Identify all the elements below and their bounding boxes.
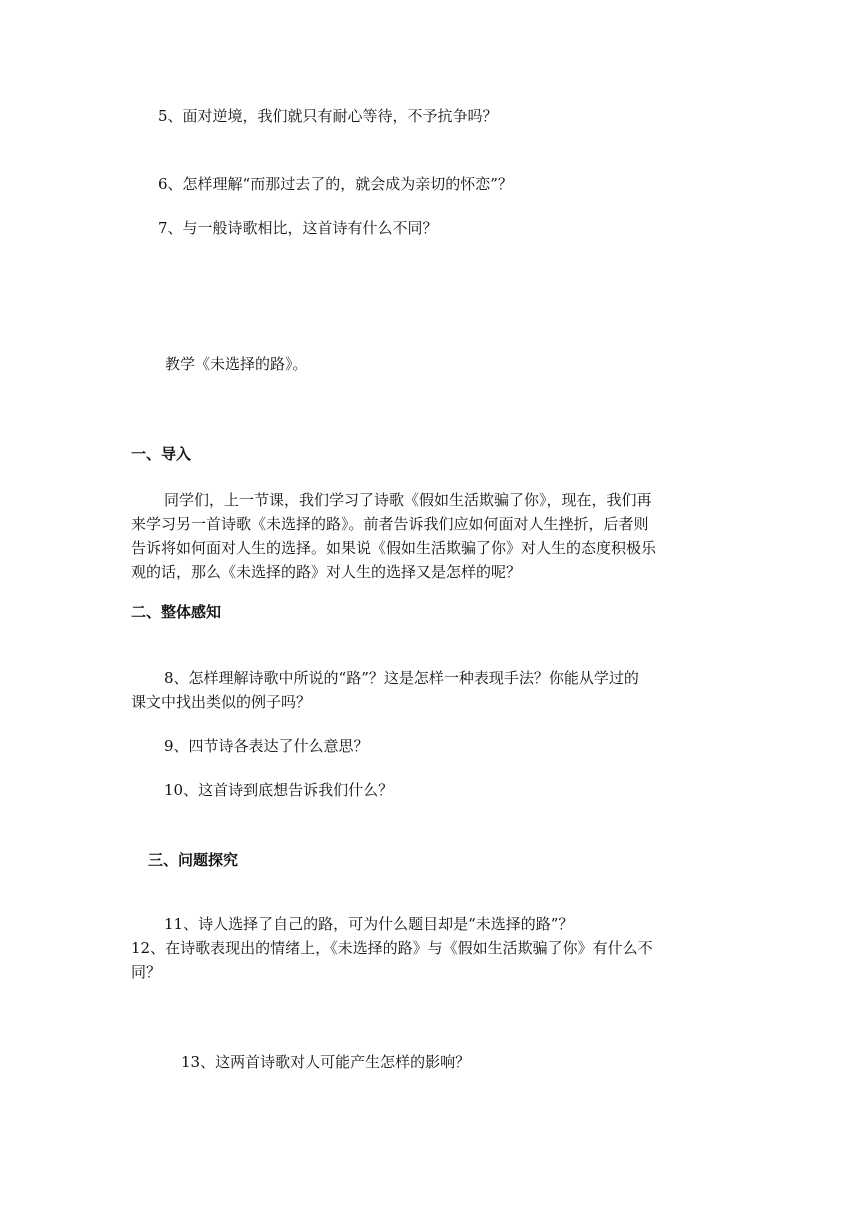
- section-heading-intro: 一、导入: [131, 445, 192, 463]
- question-8-line-2: 课文中找出类似的例子吗？: [131, 693, 312, 711]
- intro-paragraph-line-1: 同学们，上一节课，我们学习了诗歌《假如生活欺骗了你》，现在，我们再: [164, 491, 652, 509]
- intro-paragraph-line-4: 观的话，那么《未选择的路》对人生的选择又是怎样的呢？: [131, 563, 522, 581]
- question-6: 6、怎样理解“而那过去了的，就会成为亲切的怀恋”？: [158, 175, 513, 193]
- question-8-line-1: 8、怎样理解诗歌中所说的“路”？这是怎样一种表现手法？你能从学过的: [164, 669, 639, 687]
- intro-paragraph-line-3: 告诉将如何面对人生的选择。如果说《假如生活欺骗了你》对人生的态度积极乐: [131, 539, 657, 557]
- question-13: 13、这两首诗歌对人可能产生怎样的影响？: [181, 1053, 471, 1071]
- question-9: 9、四节诗各表达了什么意思？: [164, 737, 369, 755]
- question-12-line-2: 同？: [131, 963, 162, 981]
- question-12-line-1: 12、在诗歌表现出的情绪上，《未选择的路》与《假如生活欺骗了你》有什么不: [131, 939, 653, 957]
- question-10: 10、这首诗到底想告诉我们什么？: [164, 781, 394, 799]
- section-heading-inquiry: 三、问题探究: [148, 851, 239, 869]
- question-5: 5、面对逆境，我们就只有耐心等待，不予抗争吗？: [158, 107, 498, 125]
- question-11: 11、诗人选择了自己的路，可为什么题目却是“未选择的路”？: [164, 915, 574, 933]
- lesson-title: 教学《未选择的路》。: [165, 355, 308, 373]
- section-heading-overview: 二、整体感知: [131, 603, 222, 621]
- intro-paragraph-line-2: 来学习另一首诗歌《未选择的路》。前者告诉我们应如何面对人生挫折，后者则: [131, 515, 649, 533]
- question-7: 7、与一般诗歌相比，这首诗有什么不同？: [158, 219, 438, 237]
